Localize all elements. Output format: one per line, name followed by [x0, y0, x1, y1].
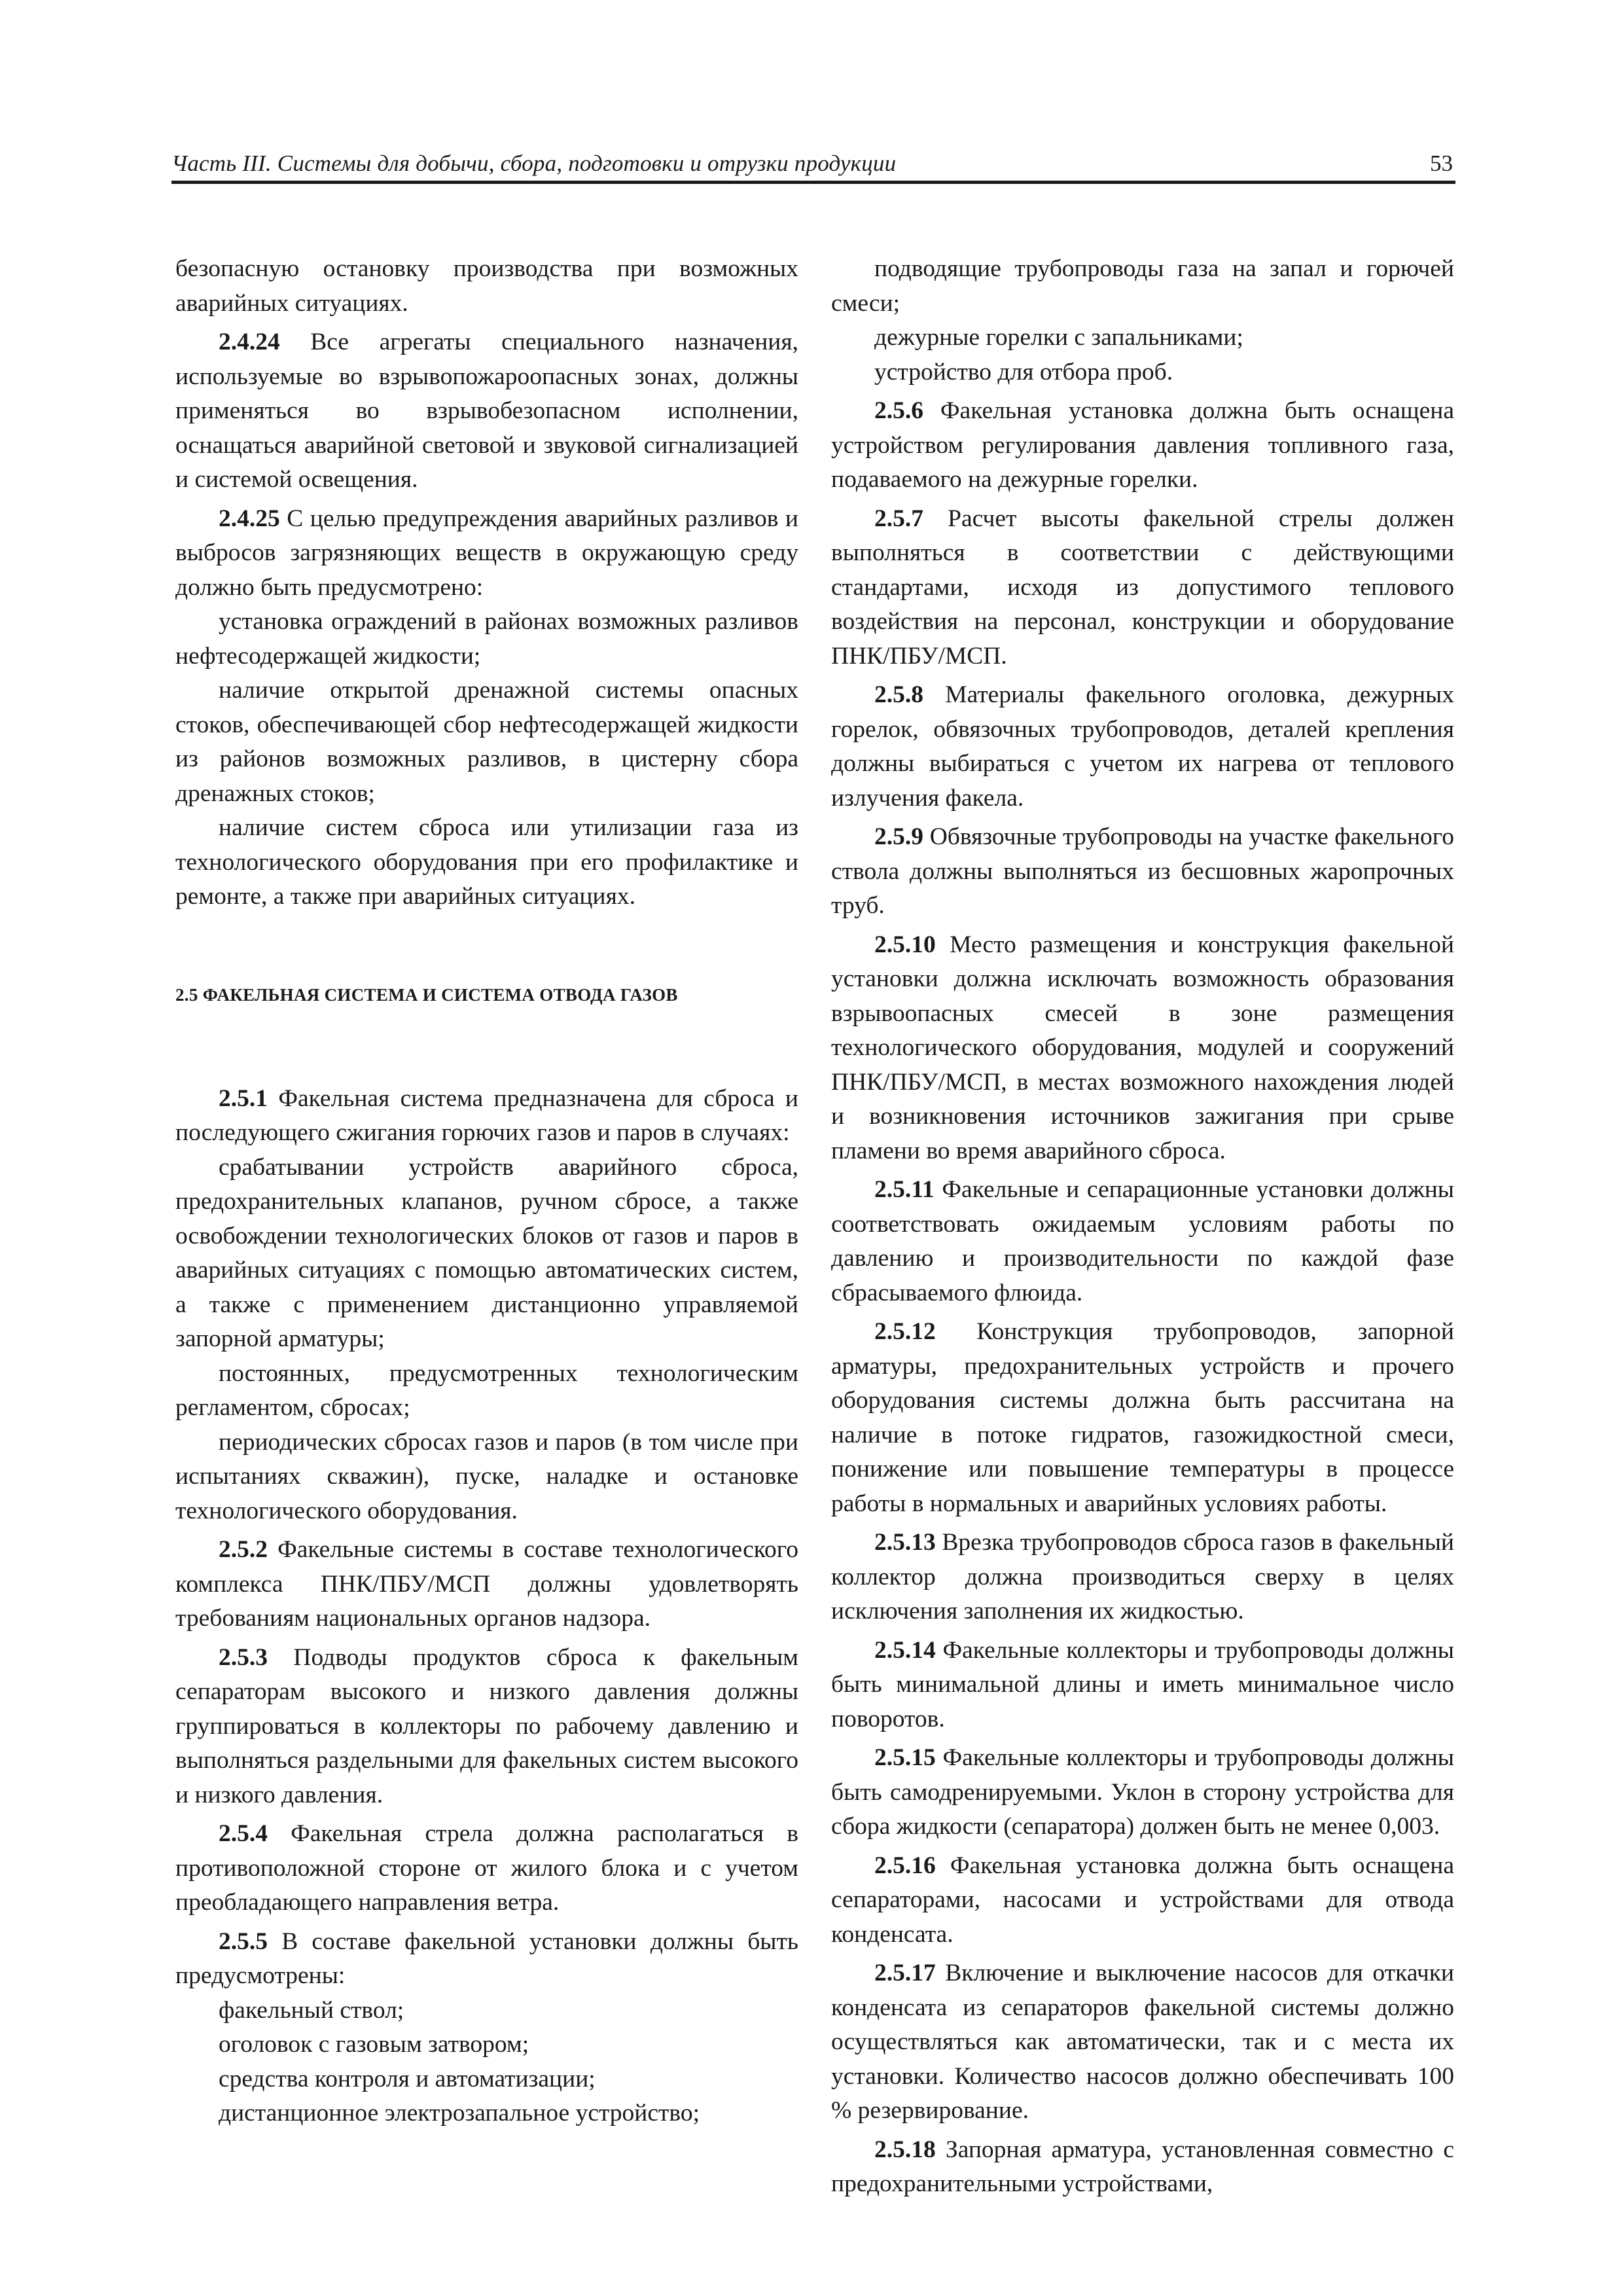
clause-text: Включение и выключение насосов для откачки конденсата из сепараторов факельной системы должно осуществляться как автоматически, так и с места их установки. Количество насосов должно обеспечивать 100 % резервирование. — [831, 1960, 1454, 2124]
clause-text: Запорная арматура, установленная совместно с предохранительными устройствами, — [831, 2136, 1454, 2197]
clause-text: Факельные и сепарационные установки должны соответствовать ожидаемым условиям работы по давлению и производительности по каждой фазе сбрасываемого флюида. — [831, 1176, 1454, 1306]
list-item: оголовок с газовым затвором; — [219, 2031, 529, 2058]
clause-number: 2.5.18 — [874, 2136, 936, 2163]
list-item: наличие открытой дренажной системы опасных стоков, обеспечивающей сбор нефтесодержащей жидкости из районов возможных разливов, в цистерну сбора дренажных стоков; — [175, 677, 798, 807]
list-item: дежурные горелки с запальниками; — [874, 324, 1243, 351]
clause-number: 2.5.4 — [219, 1820, 268, 1847]
clause-2-4-24 — [175, 325, 798, 497]
list-item: срабатывании устройств аварийного сброса, предохранительных клапанов, ручном сбросе, а также освобождении технологических блоков от газов и паров в аварийных ситуациях с помощью автоматических систем, а также с применением дистанционно управляемой запорной арматуры; — [175, 1153, 798, 1352]
paragraph: безопасную остановку производства при возможных аварийных ситуациях. — [175, 255, 798, 317]
clause-text: Конструкция трубопроводов, запорной арматуры, предохранительных устройств и прочего оборудования системы должна быть рассчитана на наличие в потоке гидратов, газожидкостной смеси, понижение или повышение температуры в процессе работы в нормальных и аварийных условиях работы. — [831, 1318, 1454, 1517]
clause-2-5-14 — [831, 1634, 1454, 1737]
clause-number: 2.5.5 — [219, 1928, 268, 1955]
clause-2-5-16 — [831, 1849, 1454, 1952]
clause-text: В составе факельной установки должны быть предусмотрены: — [175, 1928, 798, 1989]
clause-text: Место размещения и конструкция факельной установки должна исключать возможность образования взрывоопасных смесей в зоне размещения технологического оборудования, модулей и сооружений ПНК/ПБУ/МСП, в местах возможного нахождения людей и возникновения источников зажигания при срыве пламени во время аварийного сброса. — [831, 931, 1454, 1164]
clause-2-5-6 — [831, 394, 1454, 497]
clause-2-5-5 — [175, 1925, 798, 1994]
clause-2-5-7 — [831, 502, 1454, 674]
clause-2-5-18 — [831, 2133, 1454, 2202]
clause-text: Все агрегаты специального назначения, используемые во взрывопожароопасных зонах, должны применяться во взрывобезопасном исполнении, оснащаться аварийной световой и звуковой сигнализацией и системой освещения. — [175, 329, 798, 493]
clause-text: Факельная система предназначена для сброса и последующего сжигания горючих газов и паров в случаях: — [175, 1085, 798, 1146]
list-item: периодических сбросах газов и паров (в том числе при испытаниях скважин), пуске, наладке и остановке технологического оборудования. — [175, 1428, 798, 1524]
left-column — [175, 252, 798, 2131]
clause-number: 2.5.1 — [219, 1085, 268, 1112]
clause-2-5-13 — [831, 1526, 1454, 1629]
clause-2-4-25 — [175, 502, 798, 605]
clause-number: 2.5.11 — [874, 1176, 935, 1203]
list-item: дистанционное электрозапальное устройство; — [219, 2100, 700, 2126]
clause-2-5-11 — [831, 1173, 1454, 1310]
list-item: наличие систем сброса или утилизации газа из технологического оборудования при его профилактике и ремонте, а также при аварийных ситуациях. — [175, 814, 798, 910]
list-item: подводящие трубопроводы газа на запал и горючей смеси; — [831, 255, 1454, 317]
clause-2-5-1 — [175, 1082, 798, 1151]
clause-2-5-2 — [175, 1533, 798, 1636]
clause-text: Врезка трубопроводов сброса газов в факельный коллектор должна производиться сверху в целях исключения заполнения их жидкостью. — [831, 1529, 1454, 1624]
clause-text: Подводы продуктов сброса к факельным сепараторам высокого и низкого давления должны группироваться в коллекторы по рабочему давлению и выполняться раздельными для факельных систем высокого и низкого давления. — [175, 1643, 798, 1808]
clause-number: 2.5.2 — [219, 1536, 268, 1563]
list-item: средства контроля и автоматизации; — [219, 2065, 596, 2092]
clause-text: Факельная установка должна быть оснащена устройством регулирования давления топливного газа, подаваемого на дежурные горелки. — [831, 397, 1454, 493]
clause-number: 2.5.3 — [219, 1643, 268, 1671]
section-heading: 2.5 ФАКЕЛЬНАЯ СИСТЕМА И СИСТЕМА ОТВОДА ГАЗОВ — [175, 984, 678, 1005]
clause-number: 2.4.24 — [219, 329, 280, 355]
clause-2-5-3 — [175, 1641, 798, 1813]
clause-number: 2.5.12 — [874, 1318, 936, 1345]
clause-number: 2.5.7 — [874, 505, 923, 532]
clause-text: Факельная стрела должна располагаться в противоположной стороне от жилого блока и с учетом преобладающего направления ветра. — [175, 1820, 798, 1916]
clause-text: С целью предупреждения аварийных разливов и выбросов загрязняющих веществ в окружающую среду должно быть предусмотрено: — [175, 505, 798, 601]
clause-number: 2.5.15 — [874, 1744, 936, 1771]
right-column — [831, 252, 1454, 2202]
page-number: 53 — [1430, 151, 1453, 176]
clause-text: Факельные коллекторы и трубопроводы должны быть самодренируемыми. Уклон в сторону устройства для сбора жидкости (сепаратора) должен быть не менее 0,003. — [831, 1744, 1454, 1840]
clause-number: 2.5.10 — [874, 931, 936, 958]
clause-number: 2.5.9 — [874, 823, 923, 850]
clause-2-5-15 — [831, 1741, 1454, 1844]
clause-text: Материалы факельного оголовка, дежурных горелок, обвязочных трубопроводов, деталей крепления должны выбираться с учетом их нагрева от теплового излучения факела. — [831, 681, 1454, 812]
clause-number: 2.5.16 — [874, 1852, 936, 1879]
clause-2-5-9 — [831, 820, 1454, 924]
clause-2-5-17 — [831, 1956, 1454, 2128]
clause-number: 2.5.13 — [874, 1529, 936, 1556]
clause-2-5-12 — [831, 1315, 1454, 1521]
clause-number: 2.5.17 — [874, 1960, 936, 1986]
list-item: постоянных, предусмотренных технологическим регламентом, сбросах; — [175, 1359, 798, 1421]
clause-text: Факельные системы в составе технологического комплекса ПНК/ПБУ/МСП должны удовлетворять требованиям национальных органов надзора. — [175, 1536, 798, 1632]
clause-number: 2.5.14 — [874, 1636, 936, 1664]
clause-text: Обвязочные трубопроводы на участке факельного ствола должны выполняться из бесшовных жаропрочных труб. — [831, 823, 1454, 919]
list-item: установка ограждений в районах возможных разливов нефтесодержащей жидкости; — [175, 608, 798, 670]
running-header — [171, 143, 1455, 184]
list-item: устройство для отбора проб. — [874, 358, 1173, 386]
clause-number: 2.5.6 — [874, 397, 923, 424]
clause-number: 2.4.25 — [219, 505, 280, 532]
clause-text: Факельные коллекторы и трубопроводы должны быть минимальной длины и иметь минимальное число поворотов. — [831, 1636, 1454, 1732]
clause-text: Факельная установка должна быть оснащена сепараторами, насосами и устройствами для отвода конденсата. — [831, 1852, 1454, 1948]
clause-2-5-8 — [831, 678, 1454, 816]
clause-text: Расчет высоты факельной стрелы должен выполняться в соответствии с действующими стандартами, исходя из допустимого теплового воздействия на персонал, конструкции и оборудование ПНК/ПБУ/МСП. — [831, 505, 1454, 670]
clause-number: 2.5.8 — [874, 681, 923, 708]
clause-2-5-10 — [831, 928, 1454, 1169]
clause-2-5-4 — [175, 1817, 798, 1920]
list-item: факельный ствол; — [219, 1996, 404, 2024]
header-title: Часть III. Системы для добычи, сбора, подготовки и отрузки продукции — [171, 151, 897, 176]
